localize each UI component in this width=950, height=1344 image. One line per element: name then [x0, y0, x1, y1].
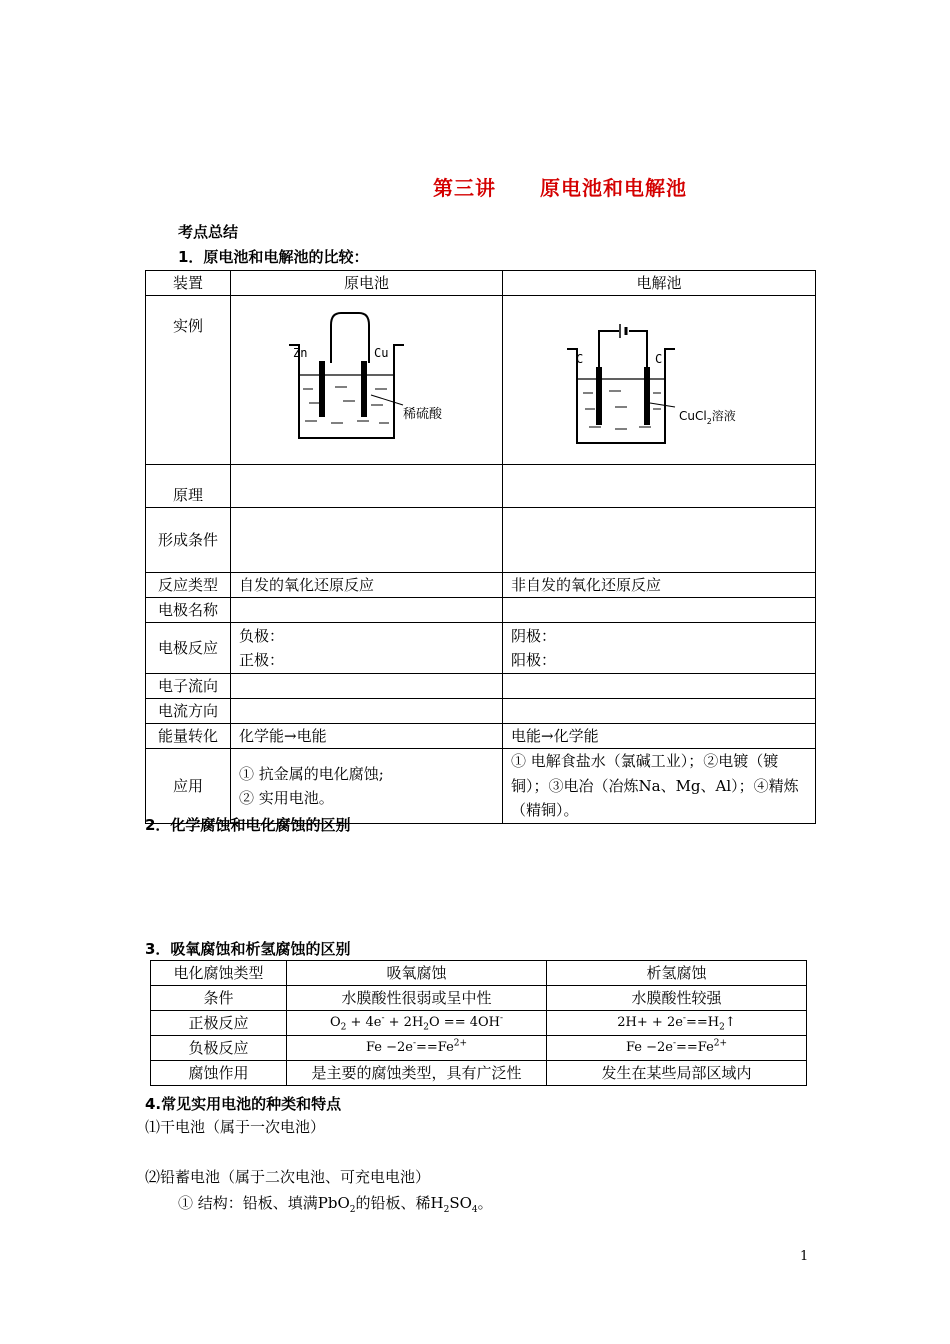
- section-summary: 考点总结: [178, 223, 239, 241]
- row-label-conditions: 形成条件: [146, 508, 231, 573]
- positive-reaction-oxygen: $O_2 + 4e^- + 2H_2O == 4OH^-$: [287, 1011, 547, 1036]
- application-practical-battery: ② 实用电池。: [239, 789, 334, 807]
- energy-conversion-galvanic: 化学能→电能: [231, 724, 503, 749]
- section-2-heading: 2．化学腐蚀和电化腐蚀的区别: [145, 816, 351, 834]
- row-label-electrode-names: 电极名称: [146, 598, 231, 623]
- header-corrosion-type: 电化腐蚀类型: [151, 961, 287, 986]
- electrode-names-electrolytic: [503, 598, 816, 623]
- negative-electrode-label: 负极：: [239, 627, 285, 645]
- negative-reaction-hydrogen: $Fe -2e^-==Fe^{2+}$: [547, 1036, 807, 1061]
- electrolytic-diagram-cell: [503, 296, 816, 465]
- electrolytic-cell-diagram: [503, 305, 816, 455]
- applications-galvanic: [231, 749, 503, 824]
- title-part1: 第三讲: [433, 176, 496, 200]
- header-device: 装置: [146, 271, 231, 296]
- applications-electrolytic: ① 电解食盐水（氯碱工业）；②电镀（镀铜）；③电冶（冶炼Na、Mg、Al）；④精炼（精铜）。: [503, 749, 816, 824]
- cu-label: Cu: [374, 346, 389, 360]
- electron-flow-electrolytic: [503, 674, 816, 699]
- current-direction-galvanic: [231, 699, 503, 724]
- condition-hydrogen: 水膜酸性较强: [547, 986, 807, 1011]
- electron-flow-galvanic: [231, 674, 503, 699]
- corrosion-effect-hydrogen: 发生在某些局部区域内: [547, 1061, 807, 1086]
- lead-acid-structure: ① 结构：铅板、填满PbO$_2$的铅板、稀$H_2SO_4$。: [178, 1194, 493, 1215]
- lead-acid-battery-item: ⑵铅蓄电池（属于二次电池、可充电电池）: [145, 1168, 431, 1186]
- c-right-label: C: [655, 352, 663, 366]
- section-3-heading: 3．吸氧腐蚀和析氢腐蚀的区别: [145, 940, 351, 958]
- row-label-principle: 原理: [146, 465, 231, 508]
- principle-electrolytic: [503, 465, 816, 508]
- row-label-energy-conversion: 能量转化: [146, 724, 231, 749]
- row-label-applications: 应用: [146, 749, 231, 824]
- row-label-positive-reaction: 正极反应: [151, 1011, 287, 1036]
- reaction-type-electrolytic: 非自发的氧化还原反应: [503, 573, 816, 598]
- section-1-heading: 1．原电池和电解池的比较：: [178, 248, 369, 266]
- positive-reaction-hydrogen: $2H+ + 2e^-==H_2↑$: [547, 1011, 807, 1036]
- galvanic-cell-diagram: [231, 305, 503, 455]
- row-label-reaction-type: 反应类型: [146, 573, 231, 598]
- section-4-heading: 4.常见实用电池的种类和特点: [145, 1095, 342, 1113]
- reaction-type-galvanic: 自发的氧化还原反应: [231, 573, 503, 598]
- cathode-label: 阴极：: [511, 627, 557, 645]
- title-part2: 原电池和电解池: [540, 176, 687, 200]
- row-label-condition: 条件: [151, 986, 287, 1011]
- current-direction-electrolytic: [503, 699, 816, 724]
- principle-galvanic: [231, 465, 503, 508]
- dry-battery-item: ⑴干电池（属于一次电池）: [145, 1118, 326, 1136]
- row-label-electron-flow: 电子流向: [146, 674, 231, 699]
- page-number: 1: [800, 1249, 809, 1264]
- negative-reaction-oxygen: $Fe -2e^-==Fe^{2+}$: [287, 1036, 547, 1061]
- cucl2-solution-label: CuCl$_2$溶液: [679, 409, 736, 426]
- header-galvanic: 原电池: [231, 271, 503, 296]
- header-electrolytic: 电解池: [503, 271, 816, 296]
- galvanic-diagram-cell: [231, 296, 503, 465]
- row-label-current-direction: 电流方向: [146, 699, 231, 724]
- condition-oxygen: 水膜酸性很弱或呈中性: [287, 986, 547, 1011]
- header-oxygen-absorption: 吸氧腐蚀: [287, 961, 547, 986]
- header-hydrogen-evolution: 析氢腐蚀: [547, 961, 807, 986]
- row-label-example: 实例: [146, 296, 231, 465]
- electrode-reactions-galvanic: [231, 623, 503, 674]
- row-label-corrosion-effect: 腐蚀作用: [151, 1061, 287, 1086]
- positive-electrode-label: 正极：: [239, 651, 285, 669]
- corrosion-table: [150, 960, 807, 1086]
- conditions-electrolytic: [503, 508, 816, 573]
- corrosion-effect-oxygen: 是主要的腐蚀类型，具有广泛性: [287, 1061, 547, 1086]
- anode-label: 阳极：: [511, 651, 557, 669]
- energy-conversion-electrolytic: 电能→化学能: [503, 724, 816, 749]
- row-label-negative-reaction: 负极反应: [151, 1036, 287, 1061]
- zn-label: Zn: [293, 346, 308, 360]
- conditions-galvanic: [231, 508, 503, 573]
- page-title: [0, 172, 950, 201]
- row-label-electrode-reactions: 电极反应: [146, 623, 231, 674]
- electrode-names-galvanic: [231, 598, 503, 623]
- electrode-reactions-electrolytic: [503, 623, 816, 674]
- application-corrosion-protection: ① 抗金属的电化腐蚀;: [239, 765, 384, 783]
- c-left-label: C: [576, 352, 584, 366]
- dilute-sulfuric-acid-label: 稀硫酸: [403, 407, 443, 422]
- comparison-table: [145, 270, 816, 824]
